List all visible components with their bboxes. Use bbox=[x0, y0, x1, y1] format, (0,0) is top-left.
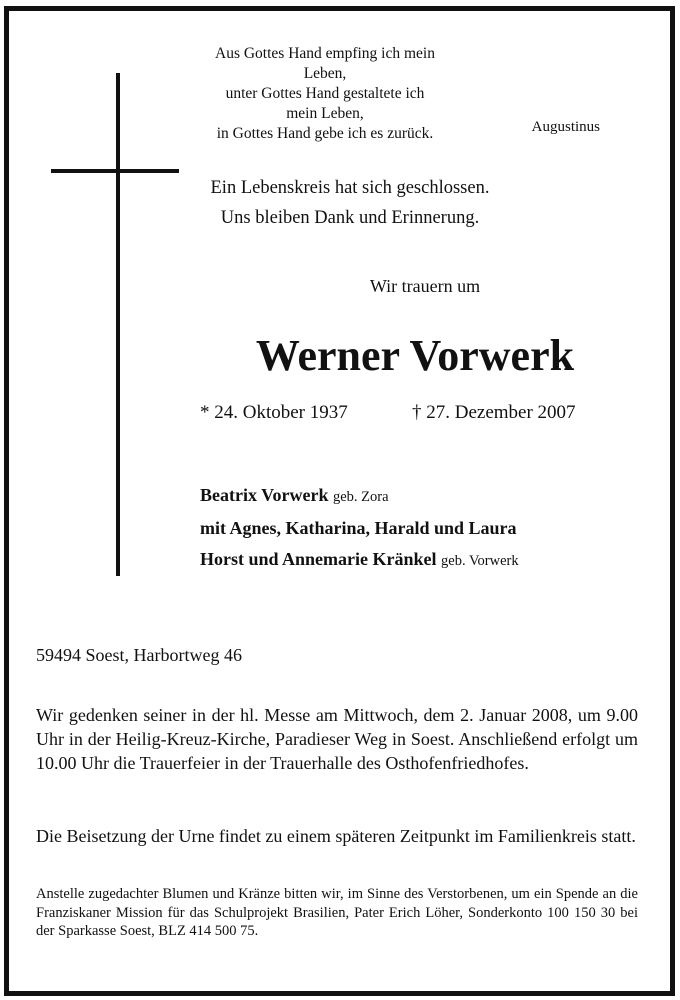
family-line-1-name: Beatrix Vorwerk bbox=[200, 485, 329, 505]
cross-icon-bar bbox=[51, 169, 179, 173]
life-dates bbox=[200, 400, 640, 426]
family-line-3-note: geb. Vorwerk bbox=[441, 553, 519, 569]
motto-line: unter Gottes Hand gestaltete ich mein Leben, bbox=[225, 85, 425, 122]
mourning-intro: Wir trauern um bbox=[369, 276, 481, 296]
family-line-3-name: Horst und Annemarie Kränkel bbox=[200, 549, 437, 569]
death-date: † 27. Dezember 2007 bbox=[412, 402, 576, 423]
family-line-1 bbox=[200, 480, 650, 513]
address: 59494 Soest, Harbortweg 46 bbox=[36, 645, 242, 665]
lebenskreis-line-2: Uns bleiben Dank und Erinnerung. bbox=[220, 208, 480, 228]
deceased-name: Werner Vorwerk bbox=[255, 331, 575, 380]
donation-paragraph: Anstelle zugedachter Blumen und Kränze bitten wir, im Sinne des Verstorbenen, um ein Spende an die Franziskaner Mission für das Schulprojekt Brasilien, Pater Erich Löher, Sonderkonto 100 150 30 bei der Sparkasse Soest, BLZ 414 500 75. bbox=[36, 886, 638, 939]
family-line-3 bbox=[200, 544, 650, 577]
lebenskreis-line-1: Ein Lebenskreis hat sich geschlossen. bbox=[210, 178, 490, 198]
lebenskreis-text bbox=[190, 173, 510, 233]
motto-quote bbox=[215, 44, 435, 144]
family-line-1-note: geb. Zora bbox=[332, 489, 389, 505]
motto-line: in Gottes Hand gebe ich es zurück. bbox=[216, 125, 434, 142]
mass-paragraph: Wir gedenken seiner in der hl. Messe am Mittwoch, dem 2. Januar 2008, um 9.00 Uhr in der Heilig-Kreuz-Kirche, Paradieser Weg in Soest. Anschließend erfolgt um 10.00 Uhr die Trauerfeier in der Trauerhalle des Osthofenfriedhofes. bbox=[36, 705, 638, 773]
motto-line: Aus Gottes Hand empfing ich mein Leben, bbox=[215, 45, 435, 82]
motto-author: Augustinus bbox=[531, 119, 600, 135]
cross-icon bbox=[116, 73, 120, 576]
family-signatures bbox=[200, 480, 650, 577]
birth-date: * 24. Oktober 1937 bbox=[200, 402, 348, 423]
family-line-2: mit Agnes, Katharina, Harald und Laura bbox=[200, 518, 517, 538]
burial-paragraph: Die Beisetzung der Urne findet zu einem späteren Zeitpunkt im Familienkreis statt. bbox=[36, 826, 636, 846]
